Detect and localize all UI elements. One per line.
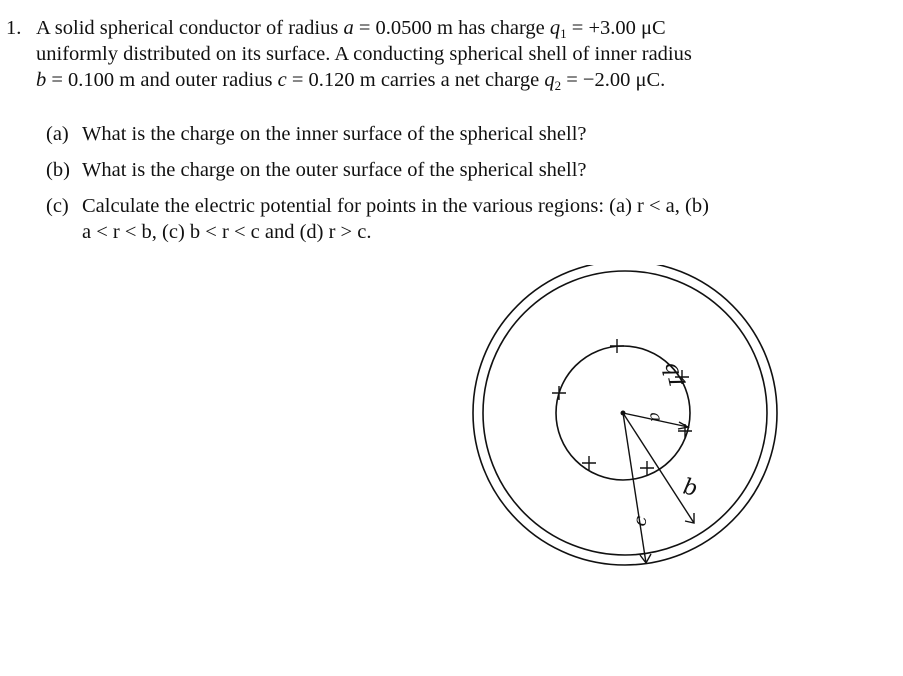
part-c-line-2: a < r < b, (c) b < r < c and (d) r > c.	[82, 221, 372, 243]
part-c-label: (c)	[46, 195, 69, 217]
var-q1: q	[549, 17, 561, 39]
radius-b-line	[623, 413, 694, 523]
surface-charge-marks	[552, 339, 692, 475]
var-b: b	[36, 69, 47, 91]
part-c-text-line-1: Calculate the electric potential for points in the various regions: (a) r < a, (b)	[82, 195, 709, 217]
problem-number: 1.	[6, 17, 22, 39]
label-q1: q1	[659, 359, 690, 392]
label-c: c	[629, 514, 652, 528]
intro-text: = 0.0500 m has charge	[353, 17, 550, 39]
intro-text: = −2.00 μC.	[561, 69, 666, 91]
intro-line-2: uniformly distributed on its surface. A conducting spherical shell of inner radius	[36, 43, 692, 65]
var-q2: q	[544, 69, 555, 91]
label-a: a	[646, 410, 667, 424]
part-a	[46, 122, 587, 146]
intro-text: A solid spherical conductor of radius	[36, 17, 344, 39]
var-c: c	[277, 69, 287, 91]
part-b-label: (b)	[46, 159, 70, 181]
intro-line-3	[36, 68, 665, 98]
intro-text: = 0.100 m and outer radius	[46, 69, 278, 91]
part-b-text: What is the charge on the outer surface of the spherical shell?	[82, 159, 587, 181]
part-c	[46, 194, 709, 218]
intro-text: = 0.120 m carries a net charge	[286, 69, 545, 91]
var-a: a	[343, 17, 354, 39]
sphere-diagram	[470, 265, 790, 575]
radius-c-line	[623, 413, 646, 563]
plus-mark	[610, 339, 624, 353]
label-b: b	[680, 474, 700, 502]
intro-text: = +3.00 μC	[566, 17, 666, 39]
var-q1-sub: 1	[560, 26, 567, 41]
part-a-label: (a)	[46, 123, 69, 145]
plus-mark	[552, 386, 566, 400]
part-a-text: What is the charge on the inner surface of the spherical shell?	[82, 123, 587, 145]
var-q2-sub: 2	[554, 78, 562, 93]
part-b	[46, 158, 587, 182]
